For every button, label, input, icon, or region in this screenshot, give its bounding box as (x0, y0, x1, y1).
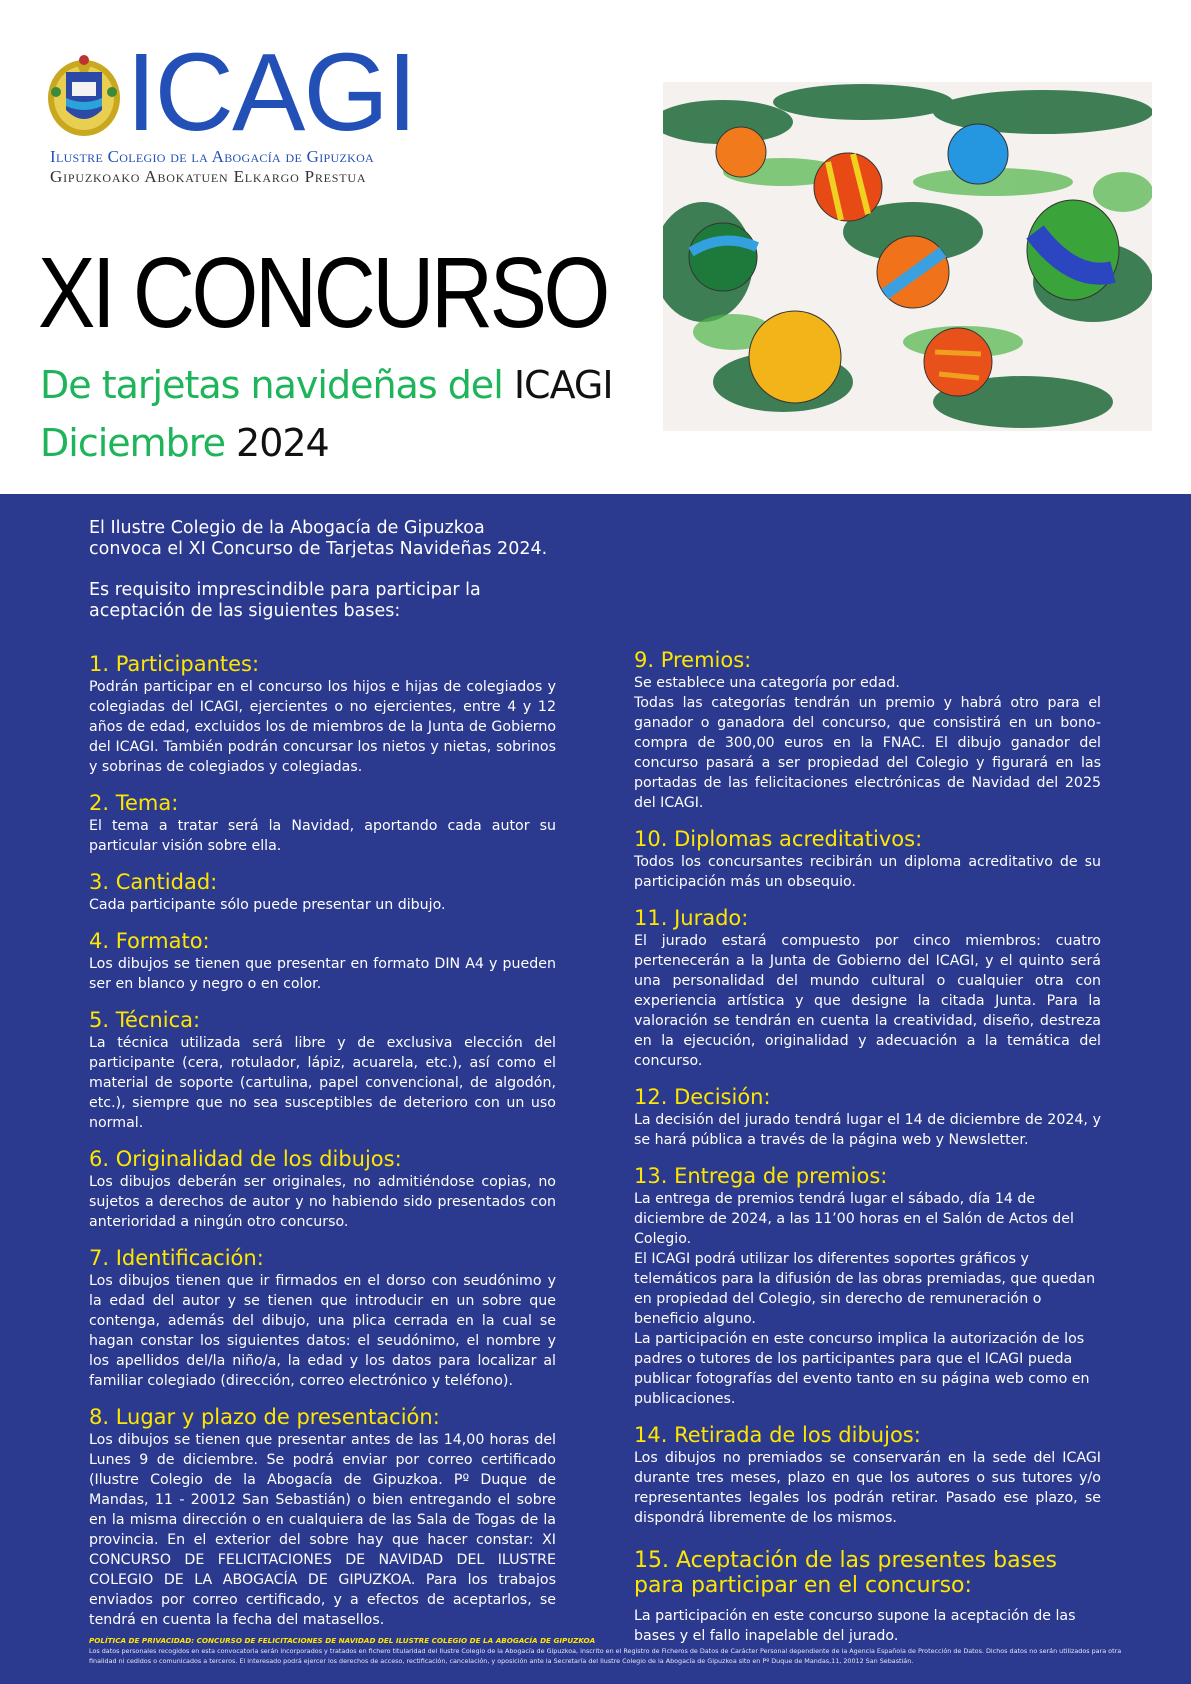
rule-participantes (89, 652, 556, 777)
rule-title: 9. Premios: (634, 648, 752, 672)
rule-text: La entrega de premios tendrá lugar el sábado, día 14 de diciembre de 2024, a las 11’00 horas en el Salón de Actos del Colegio. (634, 1191, 1074, 1247)
rule-title: 1. Participantes: (89, 652, 260, 676)
rule-title: 10. Diplomas acreditativos: (634, 827, 923, 851)
rule-text: Los dibujos no premiados se conservarán en la sede del ICAGI durante tres meses, plazo en que los autores o sus tutores y/o representantes legales los podrán retirar. Pasado ese plazo, se dispondrá libremente de los mismos. (634, 1450, 1101, 1526)
logo-wordmark: ICAGI (126, 31, 416, 154)
rules-column-right (634, 648, 1101, 1660)
rule-title: 7. Identificación: (89, 1246, 264, 1270)
rule-title: 11. Jurado: (634, 906, 749, 930)
subtitle-black: ICAGI (513, 363, 613, 407)
rule-title: 5. Técnica: (89, 1008, 201, 1032)
subtitle-green: De tarjetas navideñas del (40, 363, 514, 407)
christmas-ornaments-drawing (663, 82, 1152, 431)
rule-identificacion (89, 1246, 556, 1391)
rule-decision (634, 1085, 1101, 1150)
rule-text: Los dibujos deberán ser originales, no admitiéndose copias, no sujetos a derechos de autor y no habiendo sido presentados con anterioridad a ningún otro concurso. (89, 1174, 556, 1230)
rule-text: Todas las categorías tendrán un premio y habrá otro para el ganador o ganadora del concurso, que consistirá en un bono-compra de 300,00 euros en la FNAC. El dibujo ganador del concurso pasará a ser propiedad del Colegio y figurará en las portadas de las felicitaciones electrónicas de Navidad del 2025 del ICAGI. (634, 695, 1101, 811)
rule-aceptacion (634, 1548, 1101, 1646)
rule-text: Podrán participar en el concurso los hijos e hijas de colegiados y colegiadas del ICAGI, ejercientes o no ejercientes, entre 4 y 12 años de edad, excluidos los de miembros de la Junta de Gobierno del ICAGI. También podrán concursar los nietos y nietas, sobrinos y sobrinas de colegiados y colegiadas. (89, 679, 556, 775)
logo-subtitle-es: Ilustre Colegio de la Abogacía de Gipuzkoa (50, 147, 375, 166)
rule-premios (634, 648, 1101, 813)
rule-text: Los dibujos tienen que ir firmados en el dorso con seudónimo y la edad del autor y se tienen que introducir en un sobre que contenga, además del dibujo, una plica cerrada en la cual se hagan constar los siguientes datos: el seudónimo, el nombre y los apellidos del/la niño/a, la edad y los datos para localizar al familiar colegiado (dirección, correo electrónico y teléfono). (89, 1273, 556, 1389)
rule-text: El jurado estará compuesto por cinco miembros: cuatro pertenecerán a la Junta de Gobierno del ICAGI, y el quinto será una personalidad del mundo cultural o cualquier otra con experiencia artística y que designe la citada Junta. Para la valoración se tendrán en cuenta la creatividad, diseño, destreza en la ejecución, originalidad y adecuación a la temática del concurso. (634, 933, 1101, 1069)
rule-title: 15. Aceptación de las presentes bases para participar en el concurso: (634, 1548, 1058, 1598)
rule-text: La decisión del jurado tendrá lugar el 14 de diciembre de 2024, y se hará pública a través de la página web y Newsletter. (634, 1112, 1101, 1148)
date-line (40, 420, 329, 466)
rule-title: 4. Formato: (89, 929, 210, 953)
logo-subtitle-eu: Gipuzkoako Abokatuen Elkargo Prestua (50, 167, 367, 186)
privacy-title: POLÍTICA DE PRIVACIDAD: CONCURSO DE FELICITACIONES DE NAVIDAD DEL ILUSTRE COLEGIO DE LA ABOGACÍA DE GIPUZKOA (89, 1636, 596, 1645)
privacy-policy (89, 1636, 1129, 1666)
rule-title: 6. Originalidad de los dibujos: (89, 1147, 402, 1171)
rule-diplomas (634, 827, 1101, 892)
rule-lugar-plazo (89, 1405, 556, 1630)
date-month: Diciembre (40, 421, 237, 465)
rule-text: Los dibujos se tienen que presentar en formato DIN A4 y pueden ser en blanco y negro o en color. (89, 956, 556, 992)
rule-retirada (634, 1423, 1101, 1528)
rule-title: 8. Lugar y plazo de presentación: (89, 1405, 440, 1429)
rule-text: La participación en este concurso supone la aceptación de las bases y el fallo inapelable del jurado. (634, 1608, 1076, 1644)
rule-text: El ICAGI podrá utilizar los diferentes soportes gráficos y telemáticos para la difusión de las obras premiadas, que quedan en propiedad del Colegio, sin derecho de remuneración o beneficio alguno. (634, 1251, 1096, 1327)
rule-text: Cada participante sólo puede presentar un dibujo. (89, 897, 446, 913)
rule-text: Se establece una categoría por edad. (634, 675, 900, 691)
rule-cantidad (89, 870, 556, 915)
rule-entrega-premios (634, 1164, 1101, 1409)
rule-text: La participación en este concurso implica la autorización de los padres o tutores de los participantes para que el ICAGI pueda publicar fotografías del evento tanto en su página web como en publicaciones. (634, 1331, 1090, 1407)
rules-panel (0, 494, 1191, 1684)
rule-originalidad (89, 1147, 556, 1232)
page-title: XI CONCURSO (38, 237, 607, 349)
rule-title: 3. Cantidad: (89, 870, 218, 894)
rule-title: 2. Tema: (89, 791, 179, 815)
rule-title: 12. Decisión: (634, 1085, 771, 1109)
rule-title: 14. Retirada de los dibujos: (634, 1423, 921, 1447)
intro-paragraph: El Ilustre Colegio de la Abogacía de Gipuzkoa convoca el XI Concurso de Tarjetas Navideñas 2024. (89, 518, 548, 559)
date-year: 2024 (236, 421, 329, 465)
rule-title: 13. Entrega de premios: (634, 1164, 888, 1188)
coat-of-arms-icon (44, 52, 124, 140)
rule-text: El tema a tratar será la Navidad, aportando cada autor su particular visión sobre ella. (89, 818, 556, 854)
rule-text: Todos los concursantes recibirán un diploma acreditativo de su participación más un obsequio. (634, 854, 1101, 890)
rule-formato (89, 929, 556, 994)
page-subtitle (40, 362, 613, 408)
intro (89, 518, 559, 642)
rules-column-left (89, 652, 556, 1644)
rule-tecnica (89, 1008, 556, 1133)
rule-tema (89, 791, 556, 856)
rule-text: Los dibujos se tienen que presentar antes de las 14,00 horas del Lunes 9 de diciembre. Se podrá enviar por correo certificado (Ilustre Colegio de la Abogacía de Gipuzkoa. Pº Duque de Mandas, 11 - 20012 San Sebastián) o bien entregando el sobre en la misma dirección o en cualquiera de las Sala de Togas de la provincia. En el exterior del sobre hay que hacer constar: XI CONCURSO DE FELICITACIONES DE NAVIDAD DEL ILUSTRE COLEGIO DE LA ABOGACÍA DE GIPUZKOA. Para los trabajos enviados por correo certificado, y a efectos de aceptarlos, se tendrá en cuenta la fecha del matasellos. (89, 1432, 556, 1628)
intro-paragraph: Es requisito imprescindible para participar la aceptación de las siguientes bases: (89, 580, 481, 621)
rule-jurado (634, 906, 1101, 1071)
privacy-text: Los datos personales recogidos en esta convocatoria serán incorporados y tratados en fichero titularidad del Ilustre Colegio de la Abogacía de Gipuzkoa, inscrito en el Registro de Ficheros de Datos de Carácter Personal dependiente de la Agencia Española de Protección de Datos. Dichos datos no serán utilizados para otra finalidad ni cedidos o comunicados a terceros. El interesado podrá ejercer los derechos de acceso, rectificación, cancelación, y oposición ante la Secretaría del Ilustre Colegio de la Abogacía de Gipuzkoa sito en Pº Duque de Mandas,11, 20012 San Sebastián. (89, 1647, 1122, 1665)
icagi-logo (44, 31, 416, 192)
rule-text: La técnica utilizada será libre y de exclusiva elección del participante (cera, rotulador, lápiz, acuarela, etc.), así como el material de soporte (cartulina, papel convencional, de algodón, etc.), siempre que no sea susceptibles de deterioro con un uso normal. (89, 1035, 556, 1131)
